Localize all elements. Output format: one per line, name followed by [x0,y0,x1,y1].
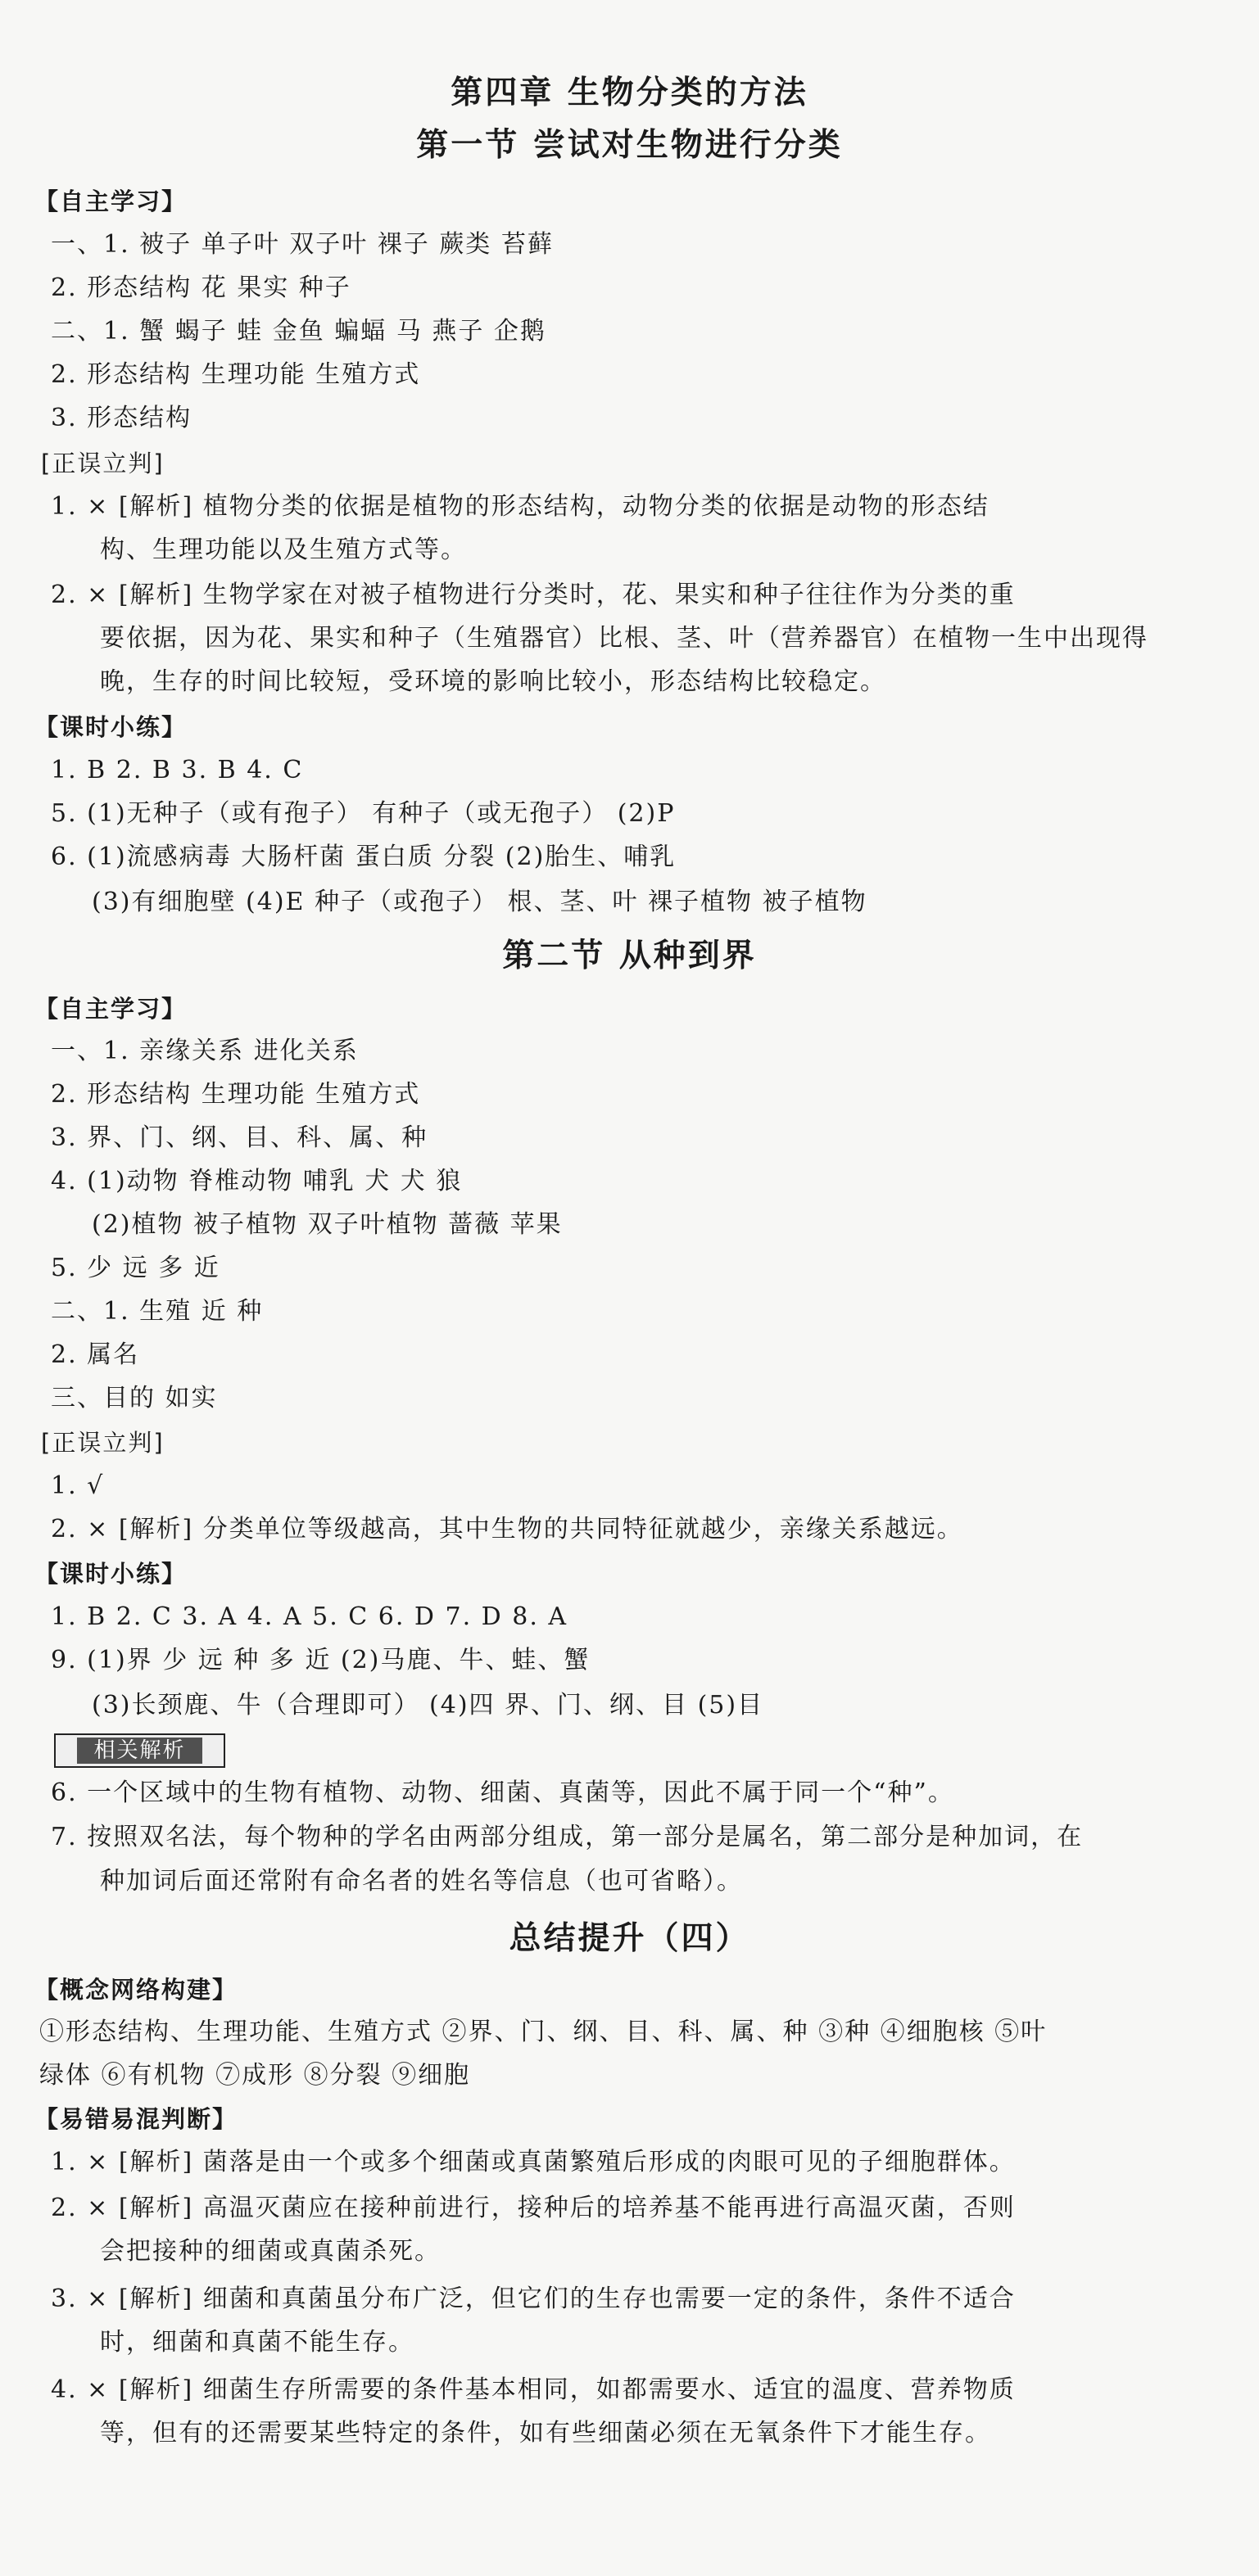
chapter-title: 第四章 生物分类的方法 [451,75,808,111]
text-line: 1. B 2. B 3. B 4. C [51,756,304,784]
text-line: 三、目的 如实 [51,1384,218,1412]
section-title-2: 第二节 从种到界 [502,938,757,974]
text-line: 2. 属名 [51,1340,140,1369]
text-line: 6. (1)流感病毒 大肠杆菌 蛋白质 分裂 (2)胎生、哺乳 [51,843,677,871]
text-line: 1. √ [51,1471,105,1500]
text-line: 构、生理功能以及生殖方式等。 [100,536,467,564]
text-line: 5. (1)无种子（或有孢子） 有种子（或无孢子） (2)P [51,799,676,828]
text-line: 3. 形态结构 [51,404,192,432]
text-line: 晚，生存的时间比较短，受环境的影响比较小，形态结构比较稳定。 [100,667,886,696]
text-line: 二、1. 生殖 近 种 [51,1297,264,1326]
text-line: 3. 界、门、纲、目、科、属、种 [51,1123,428,1152]
text-line: 4. (1)动物 脊椎动物 哺乳 犬 犬 狼 [51,1167,463,1195]
text-line: 会把接种的细菌或真菌杀死。 [100,2237,441,2266]
text-line: 6. 一个区域中的生物有植物、动物、细菌、真菌等，因此不属于同一个“种”。 [51,1778,954,1807]
heading-self-study: 【自主学习】 [34,995,188,1023]
text-line: 二、1. 蟹 蝎子 蛙 金鱼 蝙蝠 马 燕子 企鹅 [51,317,546,346]
section-title-3: 总结提升（四） [509,1920,750,1957]
text-line: 要依据，因为花、果实和种子（生殖器官）比根、茎、叶（营养器官）在植物一生中出现得 [100,624,1148,653]
text-line: (3)长颈鹿、牛（合理即可） (4)四 界、门、纲、目 (5)目 [92,1691,764,1720]
text-line: 2. 形态结构 生理功能 生殖方式 [51,1080,421,1109]
text-line: 3. × [解析] 细菌和真菌虽分布广泛，但它们的生存也需要一定的条件，条件不适合 [51,2285,1016,2313]
text-line: 2. 形态结构 生理功能 生殖方式 [51,360,421,389]
text-line: 一、1. 亲缘关系 进化关系 [51,1037,359,1065]
related-analysis-tag [54,1733,225,1768]
text-line: 等，但有的还需要某些特定的条件，如有些细菌必须在无氧条件下才能生存。 [100,2419,991,2447]
text-line: 绿体 ⑥有机物 ⑦成形 ⑧分裂 ⑨细胞 [39,2061,471,2090]
text-line: 2. 形态结构 花 果实 种子 [51,273,351,302]
text-line: 时，细菌和真菌不能生存。 [100,2328,414,2357]
text-line: 种加词后面还常附有命名者的姓名等信息（也可省略）。 [100,1867,743,1896]
text-line: 1. × [解析] 植物分类的依据是植物的形态结构，动物分类的依据是动物的形态结 [51,492,990,521]
heading-self-study: 【自主学习】 [34,188,188,215]
heading-true-false: [正误立判] [41,450,165,477]
text-line: 2. × [解析] 分类单位等级越高，其中生物的共同特征就越少，亲缘关系越远。 [51,1515,963,1543]
text-line: 2. × [解析] 生物学家在对被子植物进行分类时，花、果实和种子往往作为分类的重 [51,581,1016,609]
text-line: 9. (1)界 少 远 种 多 近 (2)马鹿、牛、蛙、蟹 [51,1646,591,1674]
heading-concept-network: 【概念网络构建】 [34,1976,238,2004]
text-line: (3)有细胞壁 (4)E 种子（或孢子） 根、茎、叶 裸子植物 被子植物 [92,888,867,916]
text-line: ①形态结构、生理功能、生殖方式 ②界、门、纲、目、科、属、种 ③种 ④细胞核 ⑤叶 [39,2018,1048,2046]
heading-true-false: [正误立判] [41,1429,165,1457]
text-line: (2)植物 被子植物 双子叶植物 蔷薇 苹果 [92,1210,563,1239]
heading-lesson-practice: 【课时小练】 [34,713,188,741]
heading-error-prone: 【易错易混判断】 [34,2105,238,2133]
section-title-1: 第一节 尝试对生物进行分类 [416,127,843,164]
text-line: 2. × [解析] 高温灭菌应在接种前进行，接种后的培养基不能再进行高温灭菌，否则 [51,2194,1016,2222]
related-analysis-label: 相关解析 [77,1738,202,1764]
text-line: 1. B 2. C 3. A 4. A 5. C 6. D 7. D 8. A [51,1602,568,1631]
heading-lesson-practice: 【课时小练】 [34,1560,188,1588]
text-line: 1. × [解析] 菌落是由一个或多个细菌或真菌繁殖后形成的肉眼可见的子细胞群体。 [51,2148,1016,2176]
text-line: 一、1. 被子 单子叶 双子叶 裸子 蕨类 苔藓 [51,230,554,259]
text-line: 7. 按照双名法，每个物种的学名由两部分组成，第一部分是属名，第二部分是种加词，在 [51,1823,1084,1851]
text-line: 5. 少 远 多 近 [51,1254,220,1282]
text-line: 4. × [解析] 细菌生存所需要的条件基本相同，如都需要水、适宜的温度、营养物质 [51,2375,1016,2404]
